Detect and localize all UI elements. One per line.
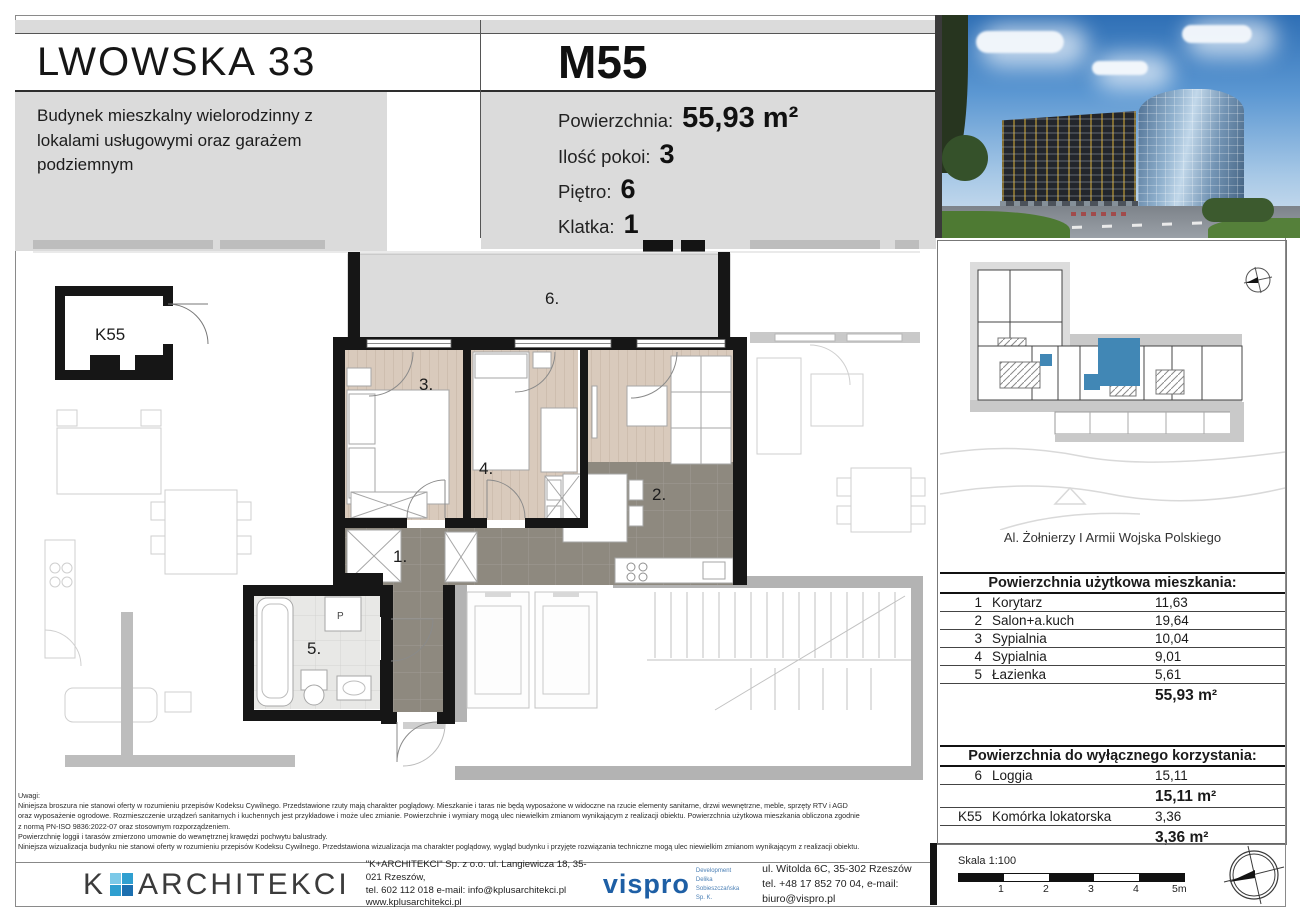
unit-title-band bbox=[481, 34, 936, 92]
stair-core bbox=[403, 576, 923, 780]
storage-total: 3,36 m² bbox=[1155, 829, 1209, 846]
unit-id: M55 bbox=[558, 36, 648, 88]
row-no: 6 bbox=[974, 768, 982, 783]
row-name: Sypialnia bbox=[992, 649, 1047, 664]
developer-contact bbox=[762, 862, 931, 908]
detail-row-floor bbox=[558, 174, 936, 205]
compass-icon bbox=[1244, 267, 1272, 293]
row-area: 19,64 bbox=[1155, 613, 1189, 628]
site-plan bbox=[940, 242, 1285, 530]
area-table bbox=[940, 572, 1285, 706]
notes-line: Niniejsza wizualizacja budynku nie stanowi oferty w rozumieniu przepisów Kodeksu Cywilnego. Przedstawiona wizualizacja ma charakter poglądowy, wygląd budynku i przyjęte rozwiązania techniczne mogą ulec niewielkim zmianom wynikającym z realizacji obiektu. bbox=[18, 842, 860, 852]
row-area: 10,04 bbox=[1155, 631, 1189, 646]
table-row bbox=[940, 767, 1285, 785]
project-title: LWOWSKA 33 bbox=[37, 39, 317, 84]
detail-label: Klatka: bbox=[558, 216, 615, 237]
row-name: Salon+a.kuch bbox=[992, 613, 1075, 628]
architect-contact bbox=[366, 859, 589, 910]
detail-value: 3 bbox=[659, 139, 675, 169]
photo-edge bbox=[935, 15, 942, 238]
photo-tree bbox=[942, 135, 988, 181]
room-label-2: 2. bbox=[652, 485, 667, 504]
photo-cloud bbox=[1092, 61, 1148, 75]
architect-logo-k: K bbox=[83, 867, 106, 901]
compass-icon bbox=[1218, 842, 1290, 912]
room-label-1: 1. bbox=[393, 547, 408, 566]
site-building bbox=[970, 262, 1244, 442]
photo-cloud bbox=[1182, 25, 1252, 43]
footer-divider bbox=[930, 843, 937, 905]
table-row bbox=[940, 648, 1285, 666]
notes-title: Uwagi: bbox=[18, 791, 40, 800]
developer-logo-subtext: Development Delika Sobieszczańska Sp. K. bbox=[695, 867, 740, 901]
architect-logo-name: ARCHITEKCI bbox=[138, 867, 350, 901]
table-row bbox=[940, 594, 1285, 612]
row-name: Loggia bbox=[992, 768, 1033, 783]
detail-value: 6 bbox=[620, 174, 636, 204]
storage-label: K55 bbox=[95, 325, 126, 344]
header-gray-strip bbox=[481, 20, 936, 34]
stairs bbox=[647, 592, 911, 710]
loggia-total: 15,11 m² bbox=[1155, 788, 1217, 805]
row-name: Sypialnia bbox=[992, 631, 1047, 646]
row-area: 15,11 bbox=[1155, 768, 1188, 783]
table-row bbox=[940, 666, 1285, 684]
notes-line: Powierzchnię loggii i tarasów zmierzono umownie do wewnętrznej krawędzi pochwytu balustrady. bbox=[18, 831, 328, 841]
area-total-row bbox=[940, 684, 1285, 706]
row-no: 2 bbox=[974, 613, 982, 628]
row-no: K55 bbox=[957, 809, 982, 824]
developer-logo-text: vispro bbox=[602, 869, 690, 899]
project-header bbox=[15, 20, 481, 238]
row-name: Komórka lokatorska bbox=[992, 809, 1112, 824]
windows bbox=[367, 340, 725, 348]
notes-line: z normą PN-ISO 9836:2022-07 oraz stosownym rozporządzeniem. bbox=[18, 821, 231, 831]
developer-phone-email: tel. +48 17 852 70 04, e-mail: biuro@vispro.pl bbox=[762, 877, 899, 906]
row-area: 9,01 bbox=[1155, 649, 1182, 664]
area-table-title: Powierzchnia użytkowa mieszkania: bbox=[940, 572, 1285, 594]
detail-label: Piętro: bbox=[558, 181, 612, 202]
developer-address: ul. Witolda 6C, 35-302 Rzeszów bbox=[762, 862, 912, 875]
photo-trees bbox=[1202, 198, 1274, 222]
room-label-4: 4. bbox=[479, 459, 494, 478]
unit-header bbox=[480, 20, 936, 238]
project-subtitle: Budynek mieszkalny wielorodzinny z lokalami usługowymi oraz garażem podziemnym bbox=[15, 92, 387, 251]
site-roads bbox=[940, 448, 1285, 530]
photo-cloud bbox=[976, 31, 1064, 53]
area-total: 55,93 m² bbox=[1155, 687, 1218, 704]
row-area: 3,36 bbox=[1155, 809, 1182, 824]
detail-row-area bbox=[558, 102, 936, 135]
row-no: 5 bbox=[974, 667, 982, 682]
row-area: 11,63 bbox=[1155, 595, 1188, 610]
lobby-door-arc bbox=[403, 724, 445, 766]
scale-section: Skala 1:100 1 2 3 4 5m bbox=[937, 843, 1285, 906]
loggia-floor bbox=[348, 254, 730, 338]
footer bbox=[15, 859, 931, 909]
row-name: Łazienka bbox=[992, 667, 1047, 682]
architect-address: "K+ARCHITEKCI" Sp. z o.o. ul. Langiewicza 18, 35-021 Rzeszów, bbox=[365, 859, 587, 883]
building-photo bbox=[942, 15, 1300, 238]
exclusive-table bbox=[940, 745, 1285, 848]
loggia-total-row bbox=[940, 785, 1285, 808]
scale-bar bbox=[958, 873, 1185, 882]
photo-crossing bbox=[1071, 212, 1131, 216]
scale-label: Skala 1:100 bbox=[958, 855, 1017, 867]
architect-website[interactable]: www.kplusarchitekci.pl bbox=[365, 897, 462, 909]
row-no: 1 bbox=[974, 595, 982, 610]
detail-value: 55,93 m² bbox=[682, 102, 799, 134]
row-name: Korytarz bbox=[992, 595, 1043, 610]
table-row bbox=[940, 808, 1285, 826]
row-no: 3 bbox=[974, 631, 982, 646]
floor-plan bbox=[15, 240, 935, 790]
room-label-5: 5. bbox=[307, 639, 322, 658]
table-row bbox=[940, 630, 1285, 648]
site-highlight-unit bbox=[1098, 338, 1140, 386]
room-label-3: 3. bbox=[419, 375, 434, 394]
detail-value: 1 bbox=[623, 209, 639, 239]
notes-line: oraz wyposażenie ogrodowe. Rozmieszczenie urządzeń sanitarnych i kuchennych jest przykładowe i może ulec zmianie. Powierzchnie i wymiary mogą ulec niewielkim zmianom wynikającym z realizacji obiektu. Powierzchnia użytkowa mieszkania obliczona zgodnie bbox=[18, 811, 860, 821]
exclusive-table-title: Powierzchnia do wyłącznego korzystania: bbox=[940, 745, 1285, 767]
notes bbox=[18, 791, 930, 852]
detail-row-rooms bbox=[558, 139, 936, 170]
detail-row-staircase bbox=[558, 209, 936, 240]
row-area: 5,61 bbox=[1155, 667, 1182, 682]
architect-logo-squares-icon bbox=[110, 873, 133, 896]
room-label-6: 6. bbox=[545, 289, 560, 308]
row-no: 4 bbox=[974, 649, 982, 664]
project-title-band bbox=[15, 34, 480, 92]
table-row bbox=[940, 612, 1285, 630]
photo-building-block bbox=[1002, 111, 1136, 215]
street-label: Al. Żołnierzy I Armii Wojska Polskiego bbox=[1003, 530, 1222, 545]
architect-phone-email: tel. 602 112 018 e-mail: info@kplusarchitekci.pl bbox=[365, 884, 567, 896]
detail-label: Powierzchnia: bbox=[558, 110, 674, 131]
header-gray-strip bbox=[15, 20, 480, 34]
washer-label: P bbox=[337, 611, 344, 622]
notes-line: Niniejsza broszura nie stanowi oferty w rozumieniu przepisów Kodeksu Cywilnego. Przedstawione rzuty mają charakter poglądowy. Mieszkanie i taras nie będą wyposażone w widoczne na rzucie elementy sanitarne, drzwi wewnętrzne, meble, sprzęty RTV i AGD bbox=[18, 801, 848, 811]
unit-details bbox=[481, 92, 936, 249]
detail-label: Ilość pokoi: bbox=[558, 146, 651, 167]
developer-logo bbox=[603, 867, 740, 903]
elevators bbox=[467, 592, 597, 708]
architect-logo bbox=[83, 868, 350, 902]
